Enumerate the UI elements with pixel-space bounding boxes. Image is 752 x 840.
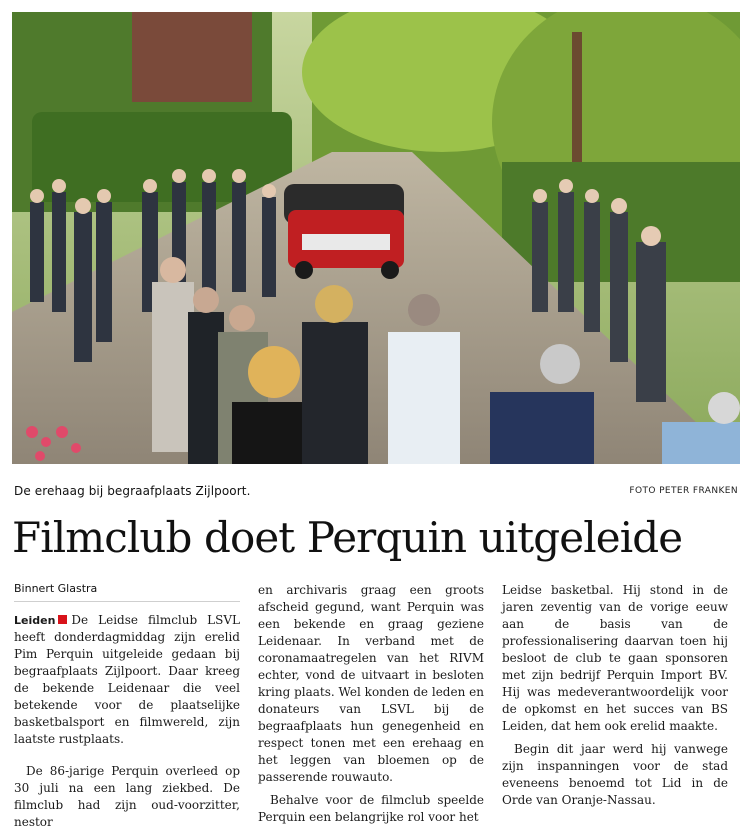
- photo-credit: FOTO PETER FRANKEN: [629, 486, 738, 496]
- dateline: Leiden: [14, 614, 56, 627]
- article-paragraph-2-start: De 86-jarige Perquin overleed op 30 juli na een lang ziekbed. De filmclub had zijn oud-voorzitter, nestor: [14, 764, 240, 829]
- article-paragraph-2-end: en archivaris graag een groots afscheid gegund, want Perquin was een bekende en graag geziene Leidenaar. In verband met de coronamaatregelen van het RIVM echter, vond de uitvaart in besloten kring plaats. Wel konden de leden en donateurs van LSVL bij de begraafplaats hun genegenheid en respect tonen met een erehaag en het leggen van bloemen op de passerende rouwauto.: [258, 583, 484, 784]
- article-photo: [12, 12, 740, 464]
- article-column-2: [258, 582, 484, 826]
- article-column-1: [14, 580, 240, 831]
- photo-caption: De erehaag bij begraafplaats Zijlpoort.: [14, 484, 251, 498]
- author-byline: Binnert Glastra: [14, 580, 240, 602]
- funeral-procession-illustration: [12, 12, 740, 464]
- paragraph-1-text: De Leidse filmclub LSVL heeft donderdagmiddag zijn erelid Pim Perquin uitgeleide gedaan bij begraafplaats Zijlpoort. Daar kreeg de bekende Leidenaar die veel betekende voor de plaatselijke basketbalsport en filmwereld, zijn laatste rustplaats.: [14, 613, 240, 746]
- article-paragraph-3-end: Leidse basketbal. Hij stond in de jaren zeventig van de vorige eeuw aan de basis van de professionalisering daarvan toen hij besloot de club te gaan sponsoren met zijn bedrijf Perquin Import BV. Hij was medeverantwoordelijk voor de opkomst en het succes van BS Leiden, dat hem ook erelid maakte.: [502, 583, 728, 733]
- article-column-3: [502, 582, 728, 809]
- article-headline: Filmclub doet Perquin uitgeleide: [12, 513, 683, 562]
- article-paragraph-3-start: Behalve voor de filmclub speelde Perquin een belangrijke rol voor het: [258, 793, 484, 824]
- article-paragraph-1: [14, 612, 240, 748]
- red-square-icon: [58, 615, 67, 624]
- article-paragraph-4: Begin dit jaar werd hij vanwege zijn inspanningen voor de stad eveneens benoemd tot Lid in de Orde van Oranje-Nassau.: [502, 742, 728, 807]
